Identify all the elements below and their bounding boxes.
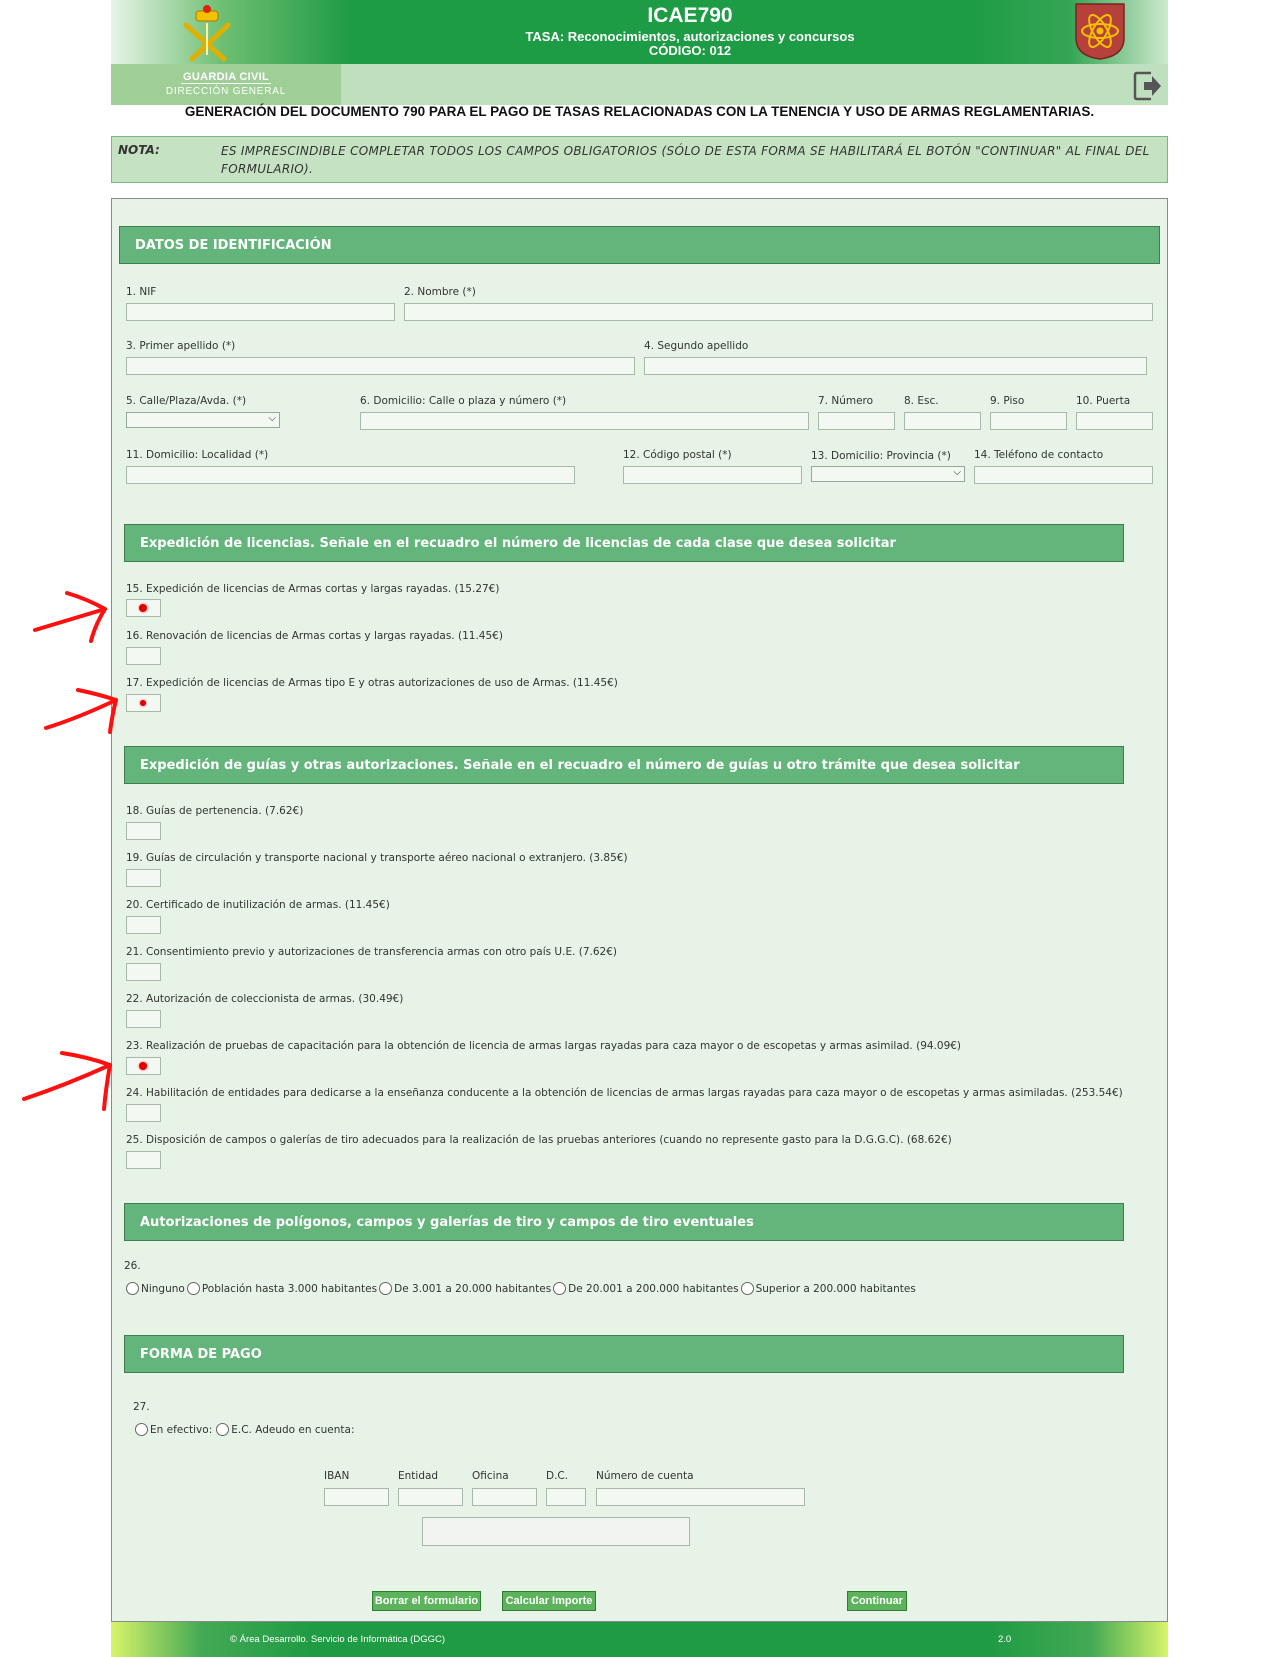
nif-input[interactable] xyxy=(126,303,395,321)
red-arrow-icon xyxy=(38,680,123,740)
note-label: NOTA: xyxy=(118,143,160,157)
footer-version: 2.0 xyxy=(998,1634,1012,1645)
radio-superior-200000-label: Superior a 200.000 habitantes xyxy=(755,1282,916,1295)
red-arrow-icon xyxy=(18,1043,118,1113)
radio-ninguno[interactable] xyxy=(126,1282,139,1295)
poligonos-radio-group xyxy=(124,1282,916,1295)
provincia-label: 13. Domicilio: Provincia (*) xyxy=(811,450,951,462)
radio-efectivo[interactable] xyxy=(135,1423,148,1436)
guia-23-input[interactable] xyxy=(126,1057,161,1075)
radio-20001-200000-label: De 20.001 a 200.000 habitantes xyxy=(568,1282,739,1295)
chevron-down-icon: ⌵ xyxy=(268,413,276,424)
numero-cuenta-label: Número de cuenta xyxy=(596,1470,694,1482)
guia-22-label: 22. Autorización de coleccionista de armas. (30.49€) xyxy=(126,993,404,1005)
localidad-label: 11. Domicilio: Localidad (*) xyxy=(126,449,269,461)
domicilio-input[interactable] xyxy=(360,412,809,430)
licencia-17-label: 17. Expedición de licencias de Armas tipo E y otras autorizaciones de uso de Armas. (11.45€) xyxy=(126,677,618,689)
localidad-input[interactable] xyxy=(126,466,575,484)
note-text: ES IMPRESCINDIBLE COMPLETAR TODOS LOS CAMPOS OBLIGATORIOS (SÓLO DE ESTA FORMA SE HABILITARÁ EL BOTÓN "CONTINUAR" AL FINAL DEL FORMULARIO). xyxy=(221,144,1150,176)
radio-20001-200000[interactable] xyxy=(553,1282,566,1295)
poligonos-field-number: 26. xyxy=(124,1260,141,1272)
nombre-label: 2. Nombre (*) xyxy=(404,286,476,298)
telefono-input[interactable] xyxy=(974,466,1153,484)
primer-apellido-input[interactable] xyxy=(126,357,635,375)
escalera-input[interactable] xyxy=(904,412,981,430)
licencia-15-input[interactable] xyxy=(126,599,161,617)
licencia-16-input[interactable] xyxy=(126,647,161,665)
guia-21-input[interactable] xyxy=(126,963,161,981)
numero-cuenta-input[interactable] xyxy=(596,1488,805,1506)
iban-input[interactable] xyxy=(324,1488,389,1506)
page-title: GENERACIÓN DEL DOCUMENTO 790 PARA EL PAGO DE TASAS RELACIONADAS CON LA TENENCIA Y USO DE ARMAS REGLAMENTARIAS. xyxy=(184,104,1095,119)
entidad-label: Entidad xyxy=(398,1470,439,1482)
footer-copyright: © Área Desarrollo. Servicio de Informática (DGGC) xyxy=(230,1634,446,1645)
guia-20-label: 20. Certificado de inutilización de armas. (11.45€) xyxy=(126,899,390,911)
guia-20-input[interactable] xyxy=(126,916,161,934)
numero-label: 7. Número xyxy=(818,395,874,407)
radio-adeudo-cuenta-label: E.C. Adeudo en cuenta: xyxy=(231,1423,355,1436)
piso-input[interactable] xyxy=(990,412,1067,430)
radio-hasta-3000[interactable] xyxy=(187,1282,200,1295)
red-mark-dot xyxy=(139,1062,147,1070)
importe-display xyxy=(422,1517,690,1546)
segundo-apellido-label: 4. Segundo apellido xyxy=(644,340,749,352)
calculate-amount-button[interactable]: Calcular Importe xyxy=(502,1591,596,1611)
escalera-label: 8. Esc. xyxy=(904,395,939,407)
domicilio-label: 6. Domicilio: Calle o plaza y número (*) xyxy=(360,395,567,407)
tasa-code: CÓDIGO: 012 xyxy=(648,43,732,58)
red-mark-dot xyxy=(140,700,146,706)
radio-superior-200000[interactable] xyxy=(741,1282,754,1295)
logout-icon[interactable] xyxy=(1133,70,1163,102)
licencia-17-input[interactable] xyxy=(126,694,161,712)
numero-input[interactable] xyxy=(818,412,895,430)
guia-24-input[interactable] xyxy=(126,1104,161,1122)
guia-24-label: 24. Habilitación de entidades para dedicarse a la enseñanza conducente a la obtención de licencias de armas largas rayadas para caza mayor o de escopetas y armas asimiladas. (253.54€) xyxy=(126,1087,1123,1099)
chevron-down-icon: ⌵ xyxy=(953,467,961,478)
org-subtitle: DIRECCIÓN GENERAL xyxy=(165,86,287,97)
oficina-input[interactable] xyxy=(472,1488,537,1506)
codigo-postal-input[interactable] xyxy=(623,466,802,484)
guia-19-input[interactable] xyxy=(126,869,161,887)
guia-25-label: 25. Disposición de campos o galerías de tiro adecuados para la realización de las pruebas anteriores (cuando no represente gasto para la D.G.G.C). (68.62€) xyxy=(126,1134,952,1146)
pago-field-number: 27. xyxy=(133,1401,150,1413)
dc-label: D.C. xyxy=(546,1470,569,1482)
nombre-input[interactable] xyxy=(404,303,1153,321)
section-licencias: Expedición de licencias. Señale en el recuadro el número de licencias de cada clase que desea solicitar xyxy=(124,524,1124,562)
licencia-15-label: 15. Expedición de licencias de Armas cortas y largas rayadas. (15.27€) xyxy=(126,583,500,595)
segundo-apellido-input[interactable] xyxy=(644,357,1147,375)
guardia-civil-emblem-icon xyxy=(180,3,236,63)
radio-ninguno-label: Ninguno xyxy=(141,1282,185,1295)
continue-button[interactable]: Continuar xyxy=(847,1591,907,1611)
telefono-label: 14. Teléfono de contacto xyxy=(974,449,1104,461)
puerta-label: 10. Puerta xyxy=(1076,395,1131,407)
guia-19-label: 19. Guías de circulación y transporte nacional y transporte aéreo nacional o extranjero. (3.85€) xyxy=(126,852,628,864)
licencia-16-label: 16. Renovación de licencias de Armas cortas y largas rayadas. (11.45€) xyxy=(126,630,503,642)
tasa-subtitle: TASA: Reconocimientos, autorizaciones y concursos xyxy=(525,29,855,44)
radio-3001-20000-label: De 3.001 a 20.000 habitantes xyxy=(394,1282,552,1295)
via-select[interactable] xyxy=(126,412,280,428)
codigo-postal-label: 12. Código postal (*) xyxy=(623,449,732,461)
app-title: ICAE790 xyxy=(647,4,733,27)
radio-hasta-3000-label: Población hasta 3.000 habitantes xyxy=(201,1282,378,1295)
via-label: 5. Calle/Plaza/Avda. (*) xyxy=(126,395,247,407)
reset-form-button[interactable]: Borrar el formulario xyxy=(372,1591,481,1611)
radio-adeudo-cuenta[interactable] xyxy=(216,1423,229,1436)
red-mark-dot xyxy=(139,604,147,612)
atom-shield-emblem-icon xyxy=(1074,2,1126,60)
puerta-input[interactable] xyxy=(1076,412,1153,430)
dc-input[interactable] xyxy=(546,1488,586,1506)
provincia-select[interactable] xyxy=(811,466,965,482)
iban-label: IBAN xyxy=(324,1470,350,1482)
guia-18-label: 18. Guías de pertenencia. (7.62€) xyxy=(126,805,304,817)
red-arrow-icon xyxy=(25,585,115,655)
org-name: GUARDIA CIVIL xyxy=(183,71,269,83)
radio-3001-20000[interactable] xyxy=(379,1282,392,1295)
section-forma-pago: FORMA DE PAGO xyxy=(124,1335,1124,1373)
guia-25-input[interactable] xyxy=(126,1151,161,1169)
section-identificacion: DATOS DE IDENTIFICACIÓN xyxy=(119,226,1160,264)
radio-efectivo-label: En efectivo: xyxy=(150,1423,213,1436)
entidad-input[interactable] xyxy=(398,1488,463,1506)
primer-apellido-label: 3. Primer apellido (*) xyxy=(126,340,236,352)
pago-radio-group xyxy=(133,1423,355,1436)
guia-22-input[interactable] xyxy=(126,1010,161,1028)
guia-18-input[interactable] xyxy=(126,822,161,840)
section-poligonos: Autorizaciones de polígonos, campos y galerías de tiro y campos de tiro eventuales xyxy=(124,1203,1124,1241)
guia-23-label: 23. Realización de pruebas de capacitación para la obtención de licencia de armas largas rayadas para caza mayor o de escopetas y armas asimilad. (94.09€) xyxy=(126,1040,962,1052)
oficina-label: Oficina xyxy=(472,1470,509,1482)
piso-label: 9. Piso xyxy=(990,395,1025,407)
guia-21-label: 21. Consentimiento previo y autorizaciones de transferencia armas con otro país U.E. (7.62€) xyxy=(126,946,618,958)
nif-label: 1. NIF xyxy=(126,286,157,298)
section-guias: Expedición de guías y otras autorizaciones. Señale en el recuadro el número de guías u otro trámite que desea solicitar xyxy=(124,746,1124,784)
